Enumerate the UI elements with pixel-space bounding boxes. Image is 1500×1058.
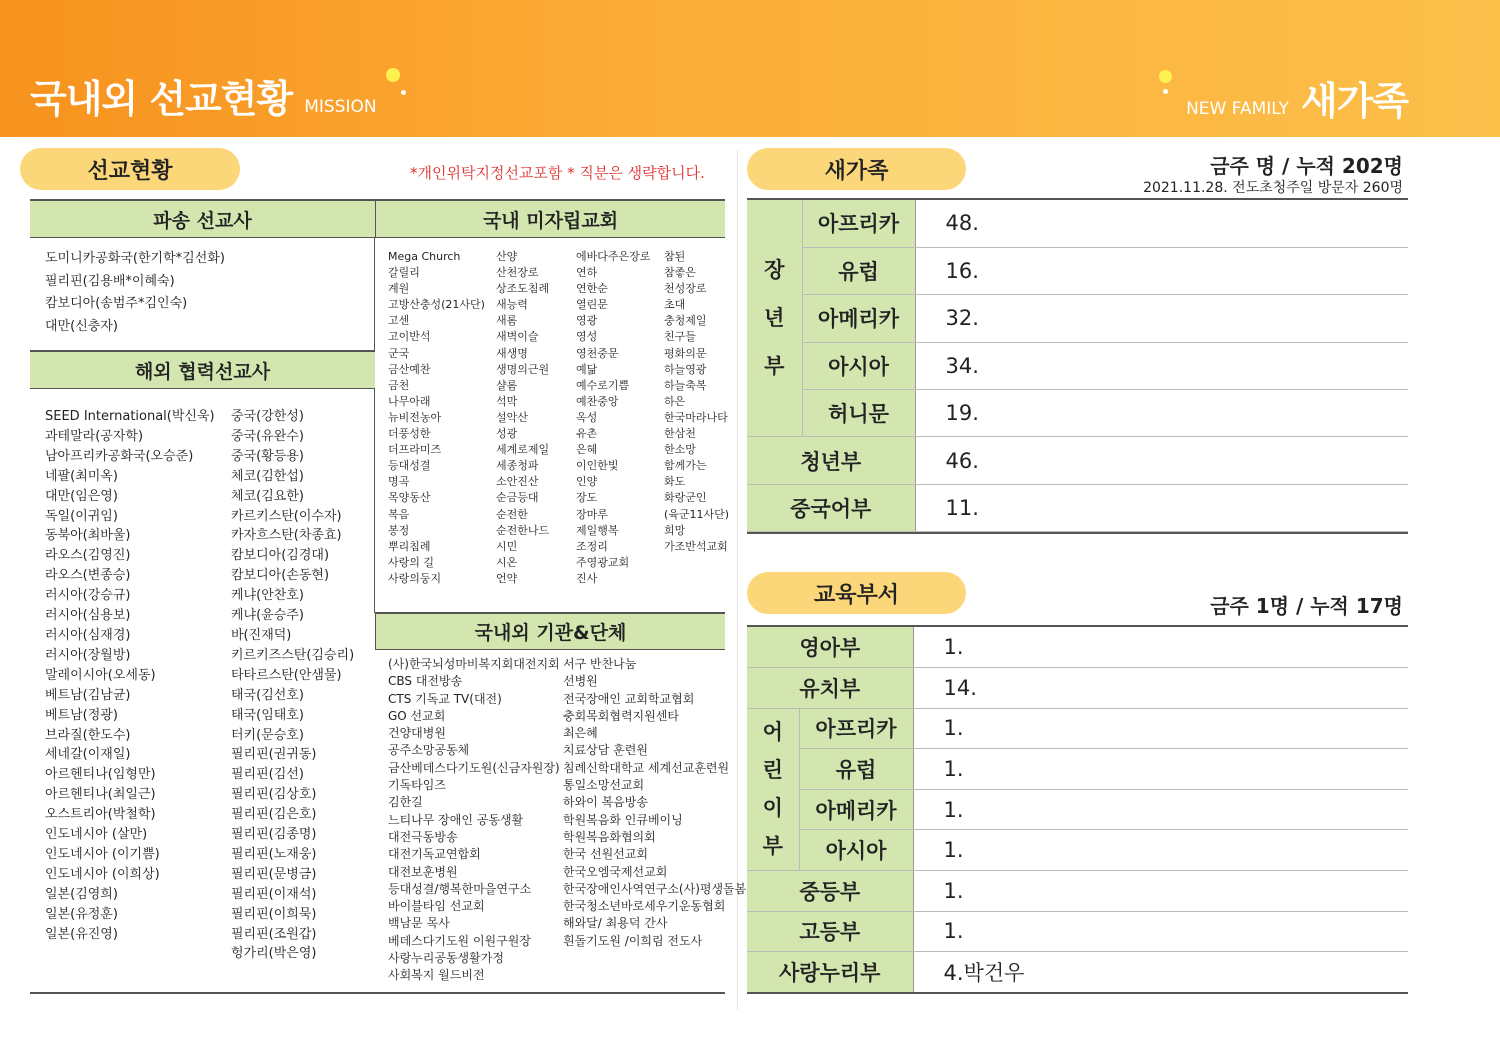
table-row (747, 437, 1408, 484)
category-value: 48. (915, 200, 1408, 247)
church-item: 산양 (496, 250, 518, 263)
org-item: GO 선교회 (388, 708, 446, 723)
church-item: 뿌리침례 (388, 539, 431, 553)
category-label: 아메리카 (802, 295, 915, 342)
missionary-item: 헝가리(박은영) (231, 946, 317, 962)
missionary-item: 필리핀(이재석) (231, 886, 317, 902)
missionary-item: 필리핀(김용배*이혜숙) (45, 273, 175, 289)
church-item: 소안진산 (496, 475, 539, 489)
missionary-item: 독일(이귀임) (45, 508, 118, 524)
education-pill: 교육부서 (747, 572, 966, 614)
org-item: 바이블타임 선교회 (388, 899, 485, 914)
org-item: 대전극동방송 (388, 829, 458, 844)
missionary-item: 케냐(윤승주) (231, 608, 304, 624)
table-row (747, 200, 1408, 247)
church-item: 봉정 (388, 523, 410, 537)
churches-list-1 (388, 249, 485, 587)
church-item: 생명의근원 (496, 362, 550, 376)
org-item: 흰돌기도원 /이희림 전도사 (563, 933, 703, 948)
church-item: 에바다주은장로 (576, 250, 651, 263)
category-value: 34. (915, 342, 1408, 389)
missionary-item: 러시아(강승규) (45, 588, 131, 604)
church-item: 시온 (496, 555, 518, 569)
org-item: 기독타임즈 (388, 778, 446, 793)
church-item: 평화의문 (664, 346, 707, 360)
missionary-item: 캄보디아(김경대) (231, 548, 330, 564)
dispatched-header: 파송 선교사 (30, 199, 375, 238)
mission-bottom-line (30, 992, 725, 994)
church-item: 군국 (388, 346, 410, 360)
table-row (747, 708, 1408, 749)
church-item: 산천장로 (496, 266, 539, 280)
org-item: 대전기독교연합회 (388, 847, 481, 862)
church-item: 예수로기쁨 (576, 378, 630, 392)
church-item: 순금등대 (496, 491, 539, 505)
church-item: 충청제일 (664, 314, 707, 328)
category-label: 아프리카 (802, 200, 915, 247)
missionary-item: 아르헨티나(최일근) (45, 787, 156, 803)
org-item: 침례신학대학교 세계선교훈련원 (563, 760, 730, 775)
church-item: 명곡 (388, 475, 410, 489)
category-value: 32. (915, 295, 1408, 342)
church-item: 나무아래 (388, 394, 431, 408)
church-item: 이인한빛 (576, 459, 619, 473)
church-item: 세계로제일 (496, 443, 550, 457)
category-value: 1. (913, 911, 1408, 952)
missionary-item: 베트남(정광) (45, 707, 118, 723)
church-item: 초대 (664, 298, 686, 312)
orgs-list-2 (563, 656, 746, 950)
mission-vline (374, 238, 375, 613)
mission-note: *개인위탁지정선교포함 * 직분은 생략합니다. (410, 164, 705, 182)
church-item: 샬롬 (496, 378, 518, 392)
org-item: 치료상담 훈련원 (563, 743, 648, 758)
church-item: 조정리 (576, 539, 608, 553)
missionary-item: 말레이시아(오세동) (45, 667, 156, 683)
church-item: 하늘축복 (664, 378, 707, 392)
missionary-item: 타타르스탄(안샘물) (231, 667, 342, 683)
church-item: 영천중문 (576, 346, 619, 360)
churches-list-4 (664, 249, 729, 555)
church-item: 은혜 (576, 443, 598, 457)
category-label: 유치부 (747, 668, 913, 709)
family-title: 새가족 (1300, 79, 1408, 123)
org-item: 느티나무 장애인 공동생활 (388, 812, 524, 827)
category-value: 1. (913, 749, 1408, 790)
church-item: 장마루 (576, 507, 608, 521)
category-label: 영아부 (747, 627, 913, 668)
mission-title: 국내외 선교현황 (30, 77, 293, 121)
church-item: 금천 (388, 378, 410, 392)
family-header (1186, 70, 1408, 125)
org-item: 공주소망공동체 (388, 743, 470, 758)
missionary-item: 러시아(심재경) (45, 627, 131, 643)
missionary-item: 케냐(안찬호) (231, 588, 304, 604)
education-stat: 금주 1명 / 누적 17명 (1210, 594, 1403, 618)
church-item: 성광 (496, 427, 518, 441)
category-value: 11. (915, 484, 1408, 531)
family-table (747, 200, 1408, 532)
missionary-item: 캄보디아(손동현) (231, 568, 330, 584)
org-item: CTS 기독교 TV(대전) (388, 691, 502, 706)
church-item: (육군11사단) (664, 507, 730, 521)
missionary-item: 아르헨티나(임형만) (45, 767, 156, 783)
overseas-list-1 (45, 407, 215, 944)
church-item: 금산예찬 (388, 362, 431, 376)
missionary-item: 체코(김한섭) (231, 468, 304, 484)
missionary-item: 필리핀(권귀동) (231, 747, 317, 763)
church-item: 순전한나드 (496, 523, 550, 537)
missionary-item: 키르키즈스탄(김승리) (231, 647, 355, 663)
table-row (747, 342, 1408, 389)
church-item: 참된 (664, 250, 686, 263)
education-table (747, 627, 1408, 993)
church-item: 희망 (664, 523, 686, 537)
church-item: 사랑의둥지 (388, 571, 442, 585)
missionary-item: 카르키스탄(이수자) (231, 508, 342, 524)
category-value: 1. (913, 708, 1408, 749)
missionary-item: 인도네시아 (이기쁨) (45, 846, 160, 862)
missionary-item: 터키(문승호) (231, 727, 304, 743)
family-stat-sub: 2021.11.28. 전도초청주일 방문자 260명 (1143, 180, 1403, 196)
decor-dot-icon (386, 68, 400, 82)
orgs-header: 국내외 기관&단체 (375, 612, 725, 650)
category-value: 1. (913, 871, 1408, 912)
category-label: 고등부 (747, 911, 913, 952)
table-row (747, 952, 1408, 993)
org-item: (사)한국뇌성마비복지회대전지회 (388, 657, 560, 671)
org-item: 백남문 목사 (388, 916, 450, 931)
church-item: 가조반석교회 (664, 539, 728, 553)
category-value: 19. (915, 390, 1408, 437)
church-item: 장도 (576, 491, 598, 505)
church-item: 더프라미즈 (388, 443, 442, 457)
table-row (747, 390, 1408, 437)
church-item: 영성 (576, 330, 598, 344)
dispatched-list (45, 248, 225, 338)
church-item: 시민 (496, 539, 518, 553)
missionary-item: 필리핀(김은호) (231, 807, 317, 823)
org-item: 하와이 복음방송 (563, 795, 648, 810)
table-row (747, 295, 1408, 342)
missionary-item: 캄보디아(송범주*김인숙) (45, 296, 188, 311)
missionary-item: 태국(임태호) (231, 707, 304, 723)
missionary-item: 러시아(장월방) (45, 647, 131, 663)
org-item: 한국청소년바로세우기운동협회 (563, 899, 726, 914)
church-item: 언약 (496, 571, 518, 585)
category-label: 중등부 (747, 871, 913, 912)
table-row (747, 484, 1408, 531)
church-item: 천성장로 (664, 282, 707, 296)
church-item: 설악산 (496, 410, 528, 424)
org-item: 사랑누리공동생활가정 (388, 951, 504, 966)
table-row (747, 830, 1408, 871)
missionary-item: 오스트리아(박철학) (45, 807, 156, 823)
org-item: 한국 선원선교회 (563, 847, 648, 862)
decor-dot-icon (1159, 70, 1172, 83)
category-label: 허니문 (802, 390, 915, 437)
church-item: 제일행복 (576, 523, 619, 537)
table-row (747, 627, 1408, 668)
missionary-item: 필리핀(문병금) (231, 866, 317, 882)
missionary-item: SEED International(박신욱) (45, 409, 215, 424)
org-item: 건양대병원 (388, 726, 446, 741)
church-item: 순전한 (496, 507, 528, 521)
family-stat: 금주 명 / 누적 202명 (1210, 154, 1403, 178)
missionary-item: 과테말라(공자학) (45, 428, 144, 444)
church-item: 하은 (664, 394, 686, 408)
missionary-item: 필리핀(김상호) (231, 787, 317, 803)
missionary-item: 필리핀(조원갑) (231, 926, 317, 942)
family-subtitle: NEW FAMILY (1186, 99, 1289, 119)
overseas-list-2 (231, 407, 354, 964)
missionary-item: 대만(신충자) (45, 318, 118, 334)
mission-subtitle: MISSION (304, 97, 377, 117)
table-row (747, 911, 1408, 952)
org-item: 김한길 (388, 795, 423, 810)
org-item: CBS 대전방송 (388, 674, 463, 689)
church-item: 유촌 (576, 427, 598, 441)
org-item: 학원복음화협의회 (563, 829, 656, 844)
mission-pill: 선교현황 (20, 148, 240, 190)
church-item: 주영광교회 (576, 555, 630, 569)
org-item: 선병원 (563, 674, 598, 689)
church-item: 새능력 (496, 298, 528, 312)
org-item: 베데스다기도원 이원구원장 (388, 933, 531, 948)
missionary-item: 라오스(김영진) (45, 548, 131, 564)
church-item: 고이반석 (388, 330, 431, 344)
category-label: 유럽 (799, 749, 913, 790)
church-item: 세종청파 (496, 459, 539, 473)
church-item: 뉴비전농아 (388, 410, 442, 424)
missionary-item: 카자흐스탄(차종효) (231, 528, 342, 544)
church-item: 고센 (388, 314, 410, 328)
missionary-item: 일본(유진영) (45, 926, 118, 942)
missionary-item: 바(진재덕) (231, 627, 292, 643)
category-value: 16. (915, 247, 1408, 294)
category-value: 1. (913, 789, 1408, 830)
church-item: 갈릴리 (388, 266, 420, 280)
church-item: 진사 (576, 571, 598, 585)
missionary-item: 필리핀(이희묵) (231, 906, 317, 922)
category-value: 1. (913, 830, 1408, 871)
category-value: 14. (913, 668, 1408, 709)
category-value: 46. (915, 437, 1408, 484)
family-bottom-line (747, 532, 1408, 534)
org-item: 충회목회협력지원센타 (563, 708, 679, 723)
church-item: 석막 (496, 394, 518, 408)
missionary-item: 체코(김요한) (231, 488, 304, 504)
church-item: 친구들 (664, 330, 696, 344)
table-row (747, 247, 1408, 294)
church-item: 인양 (576, 475, 598, 489)
church-item: 새벽이슬 (496, 330, 539, 344)
category-label: 중국어부 (747, 484, 915, 531)
decor-dot-small-icon (401, 90, 406, 95)
category-label: 청년부 (747, 437, 915, 484)
missionary-item: 동북아(최바울) (45, 528, 131, 544)
church-item: 예찬중앙 (576, 394, 619, 408)
group-label: 어린이부 (747, 708, 799, 870)
education-bottom-line (747, 992, 1408, 994)
churches-list-3 (576, 249, 650, 587)
mission-header (30, 68, 377, 123)
church-item: 복음 (388, 507, 410, 521)
missionary-item: 일본(유정훈) (45, 906, 118, 922)
category-value: 4.박건우 (913, 952, 1408, 993)
org-item: 해와달/ 최용덕 간사 (563, 916, 668, 931)
church-item: 한삼천 (664, 427, 696, 441)
org-item: 통일소망선교회 (563, 778, 645, 793)
church-item: 상조도침례 (496, 282, 550, 296)
church-item: 함께가는 (664, 459, 707, 473)
org-item: 대전보훈병원 (388, 864, 458, 879)
org-item: 학원복음화 인큐베이닝 (563, 812, 683, 827)
org-item: 등대성결/행복한마을연구소 (388, 881, 532, 896)
missionary-item: 필리핀(김종명) (231, 827, 317, 843)
overseas-header: 해외 협력선교사 (30, 350, 375, 389)
category-label: 유럽 (802, 247, 915, 294)
missionary-item: 라오스(변종승) (45, 568, 131, 584)
missionary-item: 인도네시아 (이희상) (45, 866, 160, 882)
missionary-item: 중국(강한성) (231, 409, 304, 424)
church-item: 참좋은 (664, 266, 696, 280)
missionary-item: 태국(김선호) (231, 687, 304, 703)
church-item: 계원 (388, 282, 410, 296)
church-item: 새롬 (496, 314, 518, 328)
category-label: 아시아 (799, 830, 913, 871)
church-item: 옥성 (576, 410, 598, 424)
church-item: 화랑군인 (664, 491, 707, 505)
org-item: 사회복지 월드비전 (388, 968, 485, 983)
missionary-item: 브라질(한도수) (45, 727, 131, 743)
churches-header: 국내 미자립교회 (375, 199, 725, 238)
missionary-item: 베트남(김남균) (45, 687, 131, 703)
table-row (747, 668, 1408, 709)
church-item: 연하 (576, 266, 598, 280)
church-item: 새생명 (496, 346, 528, 360)
missionary-item: 필리핀(김선) (231, 767, 304, 783)
missionary-item: 도미니카공화국(한기학*김선화) (45, 251, 225, 266)
org-item: 한국오엠국제선교회 (563, 864, 668, 879)
church-item: 목양동산 (388, 491, 431, 505)
churches-list-2 (496, 249, 549, 587)
missionary-item: 중국(유완수) (231, 428, 304, 444)
decor-dot-small-icon (1163, 89, 1168, 94)
family-pill: 새가족 (747, 148, 966, 190)
group-label: 장년부 (747, 200, 802, 437)
category-value: 1. (913, 627, 1408, 668)
org-item: 최은혜 (563, 726, 598, 741)
church-item: 영광 (576, 314, 598, 328)
missionary-item: 대만(임은영) (45, 488, 118, 504)
church-item: 고방산충성(21사단) (388, 298, 485, 312)
church-item: 한소망 (664, 443, 696, 457)
table-row (747, 749, 1408, 790)
category-label: 아프리카 (799, 708, 913, 749)
missionary-item: 러시아(심용보) (45, 608, 131, 624)
missionary-item: 일본(김영희) (45, 886, 118, 902)
church-item: 예닮 (576, 362, 598, 376)
missionary-item: 중국(황등용) (231, 448, 304, 464)
category-label: 아메리카 (799, 789, 913, 830)
church-item: 화도 (664, 475, 686, 489)
missionary-item: 네팔(최미옥) (45, 468, 118, 484)
category-label: 아시아 (802, 342, 915, 389)
org-item: 전국장애인 교회학교협회 (563, 691, 695, 706)
missionary-item: 필리핀(노재웅) (231, 846, 317, 862)
org-item: 금산베데스다기도원(신금자원장) (388, 760, 560, 775)
church-item: 한국마라나타 (664, 410, 728, 424)
missionary-item: 인도네시아 (살만) (45, 827, 148, 843)
orgs-list-1 (388, 656, 560, 985)
church-item: 사랑의 길 (388, 555, 435, 569)
church-item: 열린문 (576, 298, 608, 312)
org-item: 서구 반찬나눔 (563, 657, 637, 671)
table-row (747, 789, 1408, 830)
missionary-item: 남아프리카공화국(오승준) (45, 448, 194, 464)
church-item: 등대성결 (388, 459, 431, 473)
category-label: 사랑누리부 (747, 952, 913, 993)
org-item: 한국장애인사역연구소(사)평생돌봄 (563, 881, 747, 896)
missionary-item: 세네갈(이재일) (45, 747, 131, 763)
church-item: 더풍성한 (388, 427, 431, 441)
church-item: 연한순 (576, 282, 608, 296)
church-item: 하늘영광 (664, 362, 707, 376)
church-item: Mega Church (388, 250, 461, 263)
table-row (747, 871, 1408, 912)
